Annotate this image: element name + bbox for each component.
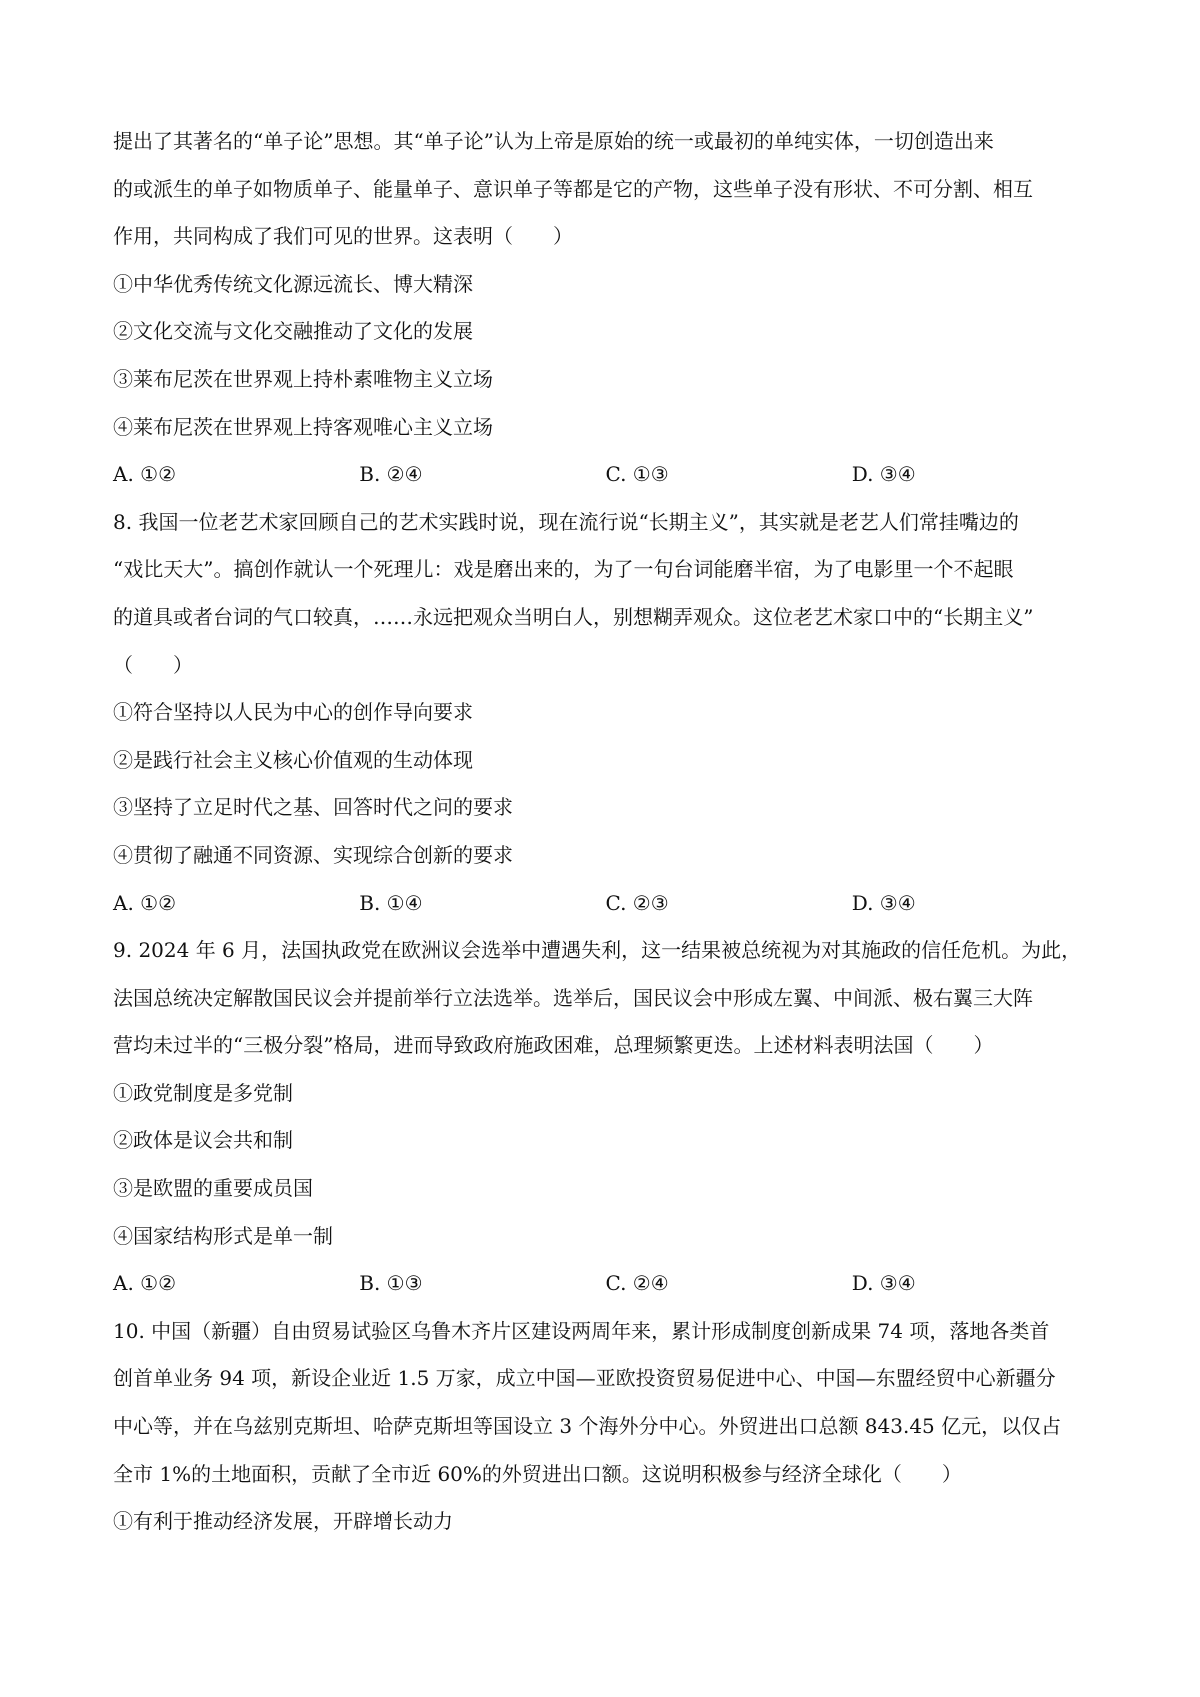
q8-option-d: D. ③④ (851, 890, 916, 915)
exam-page (113, 118, 1098, 1546)
q8-stem-line: （ ） (113, 652, 193, 677)
q8-statement: ②是践行社会主义核心价值观的生动体现 (113, 747, 473, 772)
q9-statement: ④国家结构形式是单一制 (113, 1223, 333, 1248)
q10-stem-line: 10. 中国（新疆）自由贸易试验区乌鲁木齐片区建设两周年来，累计形成制度创新成果 74 项，落地各类首 (113, 1318, 1050, 1343)
q8-statement: ①符合坚持以人民为中心的创作导向要求 (113, 700, 473, 725)
q9-option-a: A. ①② (113, 1271, 177, 1296)
q8-statement: ④贯彻了融通不同资源、实现综合创新的要求 (113, 842, 513, 867)
q10-stem-line: 全市 1%的土地面积，贡献了全市近 60%的外贸进出口额。这说明积极参与经济全球化（ ） (113, 1461, 962, 1486)
q7-statement: ④莱布尼茨在世界观上持客观唯心主义立场 (113, 414, 493, 439)
q9-stem-line: 法国总统决定解散国民议会并提前举行立法选举。选举后，国民议会中形成左翼、中间派、极右翼三大阵 (113, 985, 1033, 1010)
q7-statement: ①中华优秀传统文化源远流长、博大精深 (113, 271, 473, 296)
q9-statement: ③是欧盟的重要成员国 (113, 1176, 313, 1201)
q7-statement: ③莱布尼茨在世界观上持朴素唯物主义立场 (113, 366, 493, 391)
q8-option-a: A. ①② (113, 890, 177, 915)
q9-options (113, 1260, 1098, 1308)
q10-stem-line: 创首单业务 94 项，新设企业近 1.5 万家，成立中国—亚欧投资贸易促进中心、中国—东盟经贸中心新疆分 (113, 1366, 1056, 1391)
q7-stem-line: 提出了其著名的“单子论”思想。其“单子论”认为上帝是原始的统一或最初的单纯实体，一切创造出来 (113, 129, 994, 153)
q9-statement: ①政党制度是多党制 (113, 1080, 293, 1105)
q8-stem-line: 的道具或者台词的气口较真，……永远把观众当明白人，别想糊弄观众。这位老艺术家口中的“长期主义” (113, 604, 1034, 629)
q7-stem-line: 的或派生的单子如物质单子、能量单子、意识单子等都是它的产物，这些单子没有形状、不可分割、相互 (113, 176, 1033, 201)
q9-option-b: B. ①③ (359, 1271, 423, 1296)
q9-stem-line: 9. 2024 年 6 月，法国执政党在欧洲议会选举中遭遇失利，这一结果被总统视为对其施政的信任危机。为此， (113, 938, 1082, 963)
q9-stem-line: 营均未过半的“三极分裂”格局，进而导致政府施政困难，总理频繁更迭。上述材料表明法国（ ） (113, 1033, 994, 1058)
q8-option-c: C. ②③ (605, 890, 669, 915)
q7-option-d: D. ③④ (851, 462, 916, 487)
q7-stem-line: 作用，共同构成了我们可见的世界。这表明（ ） (113, 224, 573, 249)
question-9 (113, 927, 1098, 1308)
q7-statement: ②文化交流与文化交融推动了文化的发展 (113, 319, 473, 344)
q7-option-a: A. ①② (113, 462, 177, 487)
question-8 (113, 499, 1098, 927)
question-7 (113, 118, 1098, 499)
question-10 (113, 1308, 1098, 1546)
q8-statement: ③坚持了立足时代之基、回答时代之问的要求 (113, 795, 513, 820)
q9-option-d: D. ③④ (851, 1271, 916, 1296)
q8-stem-line: “戏比天大”。搞创作就认一个死理儿：戏是磨出来的，为了一句台词能磨半宿，为了电影里一个不起眼 (113, 557, 1014, 582)
q8-stem-line: 8. 我国一位老艺术家回顾自己的艺术实践时说，现在流行说“长期主义”，其实就是老艺人们常挂嘴边的 (113, 509, 1019, 534)
q10-stem-line: 中心等，并在乌兹别克斯坦、哈萨克斯坦等国设立 3 个海外分中心。外贸进出口总额 843.45 亿元，以仅占 (113, 1414, 1062, 1439)
q10-statement: ①有利于推动经济发展，开辟增长动力 (113, 1509, 453, 1534)
q7-option-b: B. ②④ (359, 462, 423, 487)
q8-options (113, 880, 1098, 928)
q9-option-c: C. ②④ (605, 1271, 669, 1296)
q8-option-b: B. ①④ (359, 890, 423, 915)
q7-option-c: C. ①③ (605, 462, 669, 487)
q7-options (113, 451, 1098, 499)
q9-statement: ②政体是议会共和制 (113, 1128, 293, 1153)
